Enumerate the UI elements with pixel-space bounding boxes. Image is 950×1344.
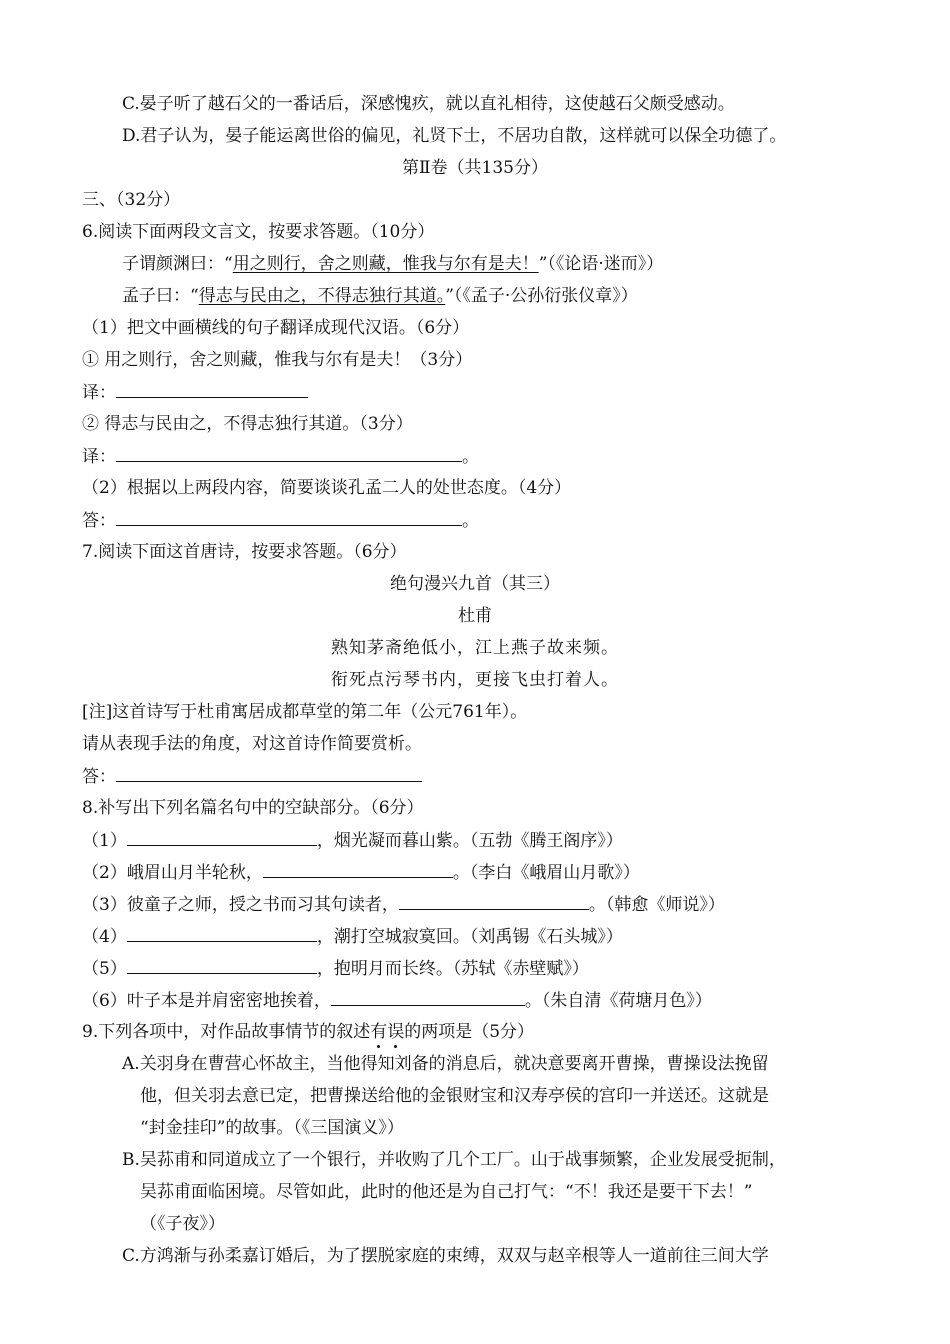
translation-label: 译： <box>82 383 116 403</box>
q9-stem <box>82 1021 534 1043</box>
translation-2-blank[interactable] <box>116 445 462 462</box>
q7-ask: 请从表现手法的角度，对这首诗作简要赏析。 <box>82 734 422 754</box>
item-number: （5） <box>82 959 127 979</box>
q8-stem: 8.补写出下列名篇名句中的空缺部分。（6分） <box>82 798 424 818</box>
q6-passage-1-source: ”（《论语·迷而》） <box>538 254 664 274</box>
q6-stem: 6.阅读下面两段文言文，按要求答题。（10分） <box>82 222 435 242</box>
q8-item-1 <box>82 829 623 852</box>
q6-answer <box>82 509 479 532</box>
item-text: （2）峨眉山月半轮秋， <box>82 863 263 883</box>
q6-subquestion-2: （2）根据以上两段内容，简要谈谈孔孟二人的处世态度。（4分） <box>82 478 572 498</box>
translation-1-blank[interactable] <box>116 381 308 398</box>
q9-option-b-line-2: 吴荪甫面临困境。尽管如此，此时的他还是为自己打气：“不！我还是要干下去！” <box>140 1182 753 1202</box>
emphasis-char: 误 <box>387 1022 405 1042</box>
item-text: （6）叶子本是并肩密密地挨着， <box>82 991 331 1011</box>
q9-stem-text: 的两项是（5分） <box>404 1022 535 1042</box>
poem-line-1: 熟知茅斋绝低小，江上燕子故来频。 <box>331 638 619 658</box>
q9-option-a-line-3: “封金挂印”的故事。（《三国演义》） <box>140 1118 404 1138</box>
q6-passage-1-intro: 子谓颜渊曰：“ <box>122 254 233 274</box>
item-text: 。（韩愈《师说》） <box>588 895 725 915</box>
q9-option-a-line-1: A.关羽身在曹营心怀故主，当他得知刘备的消息后，就决意要离开曹操，曹操设法挽留 <box>122 1054 769 1074</box>
part-three-heading: 三、（32分） <box>82 190 181 210</box>
q5-option-c: C.晏子听了越石父的一番话后，深感愧疚，就以直礼相待，这使越石父颇受感动。 <box>122 94 735 114</box>
item-text: 。（朱自清《荷塘月色》） <box>524 991 712 1011</box>
q6-passage-1-underlined: 用之则行，舍之则藏，惟我与尔有是夫！ <box>232 254 539 274</box>
period: 。 <box>462 511 479 531</box>
q6-passage-2 <box>122 285 638 307</box>
q8-blank-1[interactable] <box>127 829 317 846</box>
q7-stem: 7.阅读下面这首唐诗，按要求答题。（6分） <box>82 542 407 562</box>
q6-passage-2-source: ”（《孟子·公孙衍张仪章》） <box>445 286 638 306</box>
q8-blank-6[interactable] <box>331 989 525 1006</box>
section-title: 第Ⅱ卷（共135分） <box>401 158 548 178</box>
q6-sentence-1: ① 用之则行，舍之则藏，惟我与尔有是夫！（3分） <box>82 350 473 370</box>
q9-stem-text: 9.下列各项中，对作品故事情节的叙述 <box>82 1022 371 1042</box>
q8-item-2 <box>82 861 640 884</box>
q9-option-b-line-1: B.吴荪甫和同道成立了一个银行，并收购了几个工厂。山于战事频繁，企业发展受扼制， <box>122 1150 786 1170</box>
q9-option-c-line-1: C.方鸿渐与孙柔嘉订婚后，为了摆脱家庭的束缚，双双与赵辛根等人一道前往三间大学 <box>122 1246 769 1266</box>
answer-label: 答： <box>82 767 116 787</box>
q6-passage-2-intro: 孟子曰：“ <box>122 286 199 306</box>
item-text: 。（李白《峨眉山月歌》） <box>452 863 640 883</box>
q8-item-4 <box>82 925 623 948</box>
q8-item-5 <box>82 957 589 980</box>
q8-blank-5[interactable] <box>127 957 317 974</box>
item-text: ，烟光凝而暮山紫。（五勃《腾王阁序》） <box>316 831 623 851</box>
q5-option-d: D.君子认为，晏子能运离世俗的偏见，礼贤下士，不居功自散，这样就可以保全功德了。 <box>122 126 787 146</box>
poem-line-2: 衔死点污琴书内，更接飞虫打着人。 <box>331 670 619 690</box>
q8-blank-3[interactable] <box>399 893 589 910</box>
q7-answer-blank[interactable] <box>116 765 422 782</box>
poem-note: [注]这首诗写于杜甫寓居成都草堂的第二年（公元761年）。 <box>82 702 528 722</box>
q6-passage-2-underlined: 得志与民由之，不得志独行其道。 <box>198 286 446 306</box>
poem-title: 绝句漫兴九首（其三） <box>390 574 560 594</box>
q8-item-6 <box>82 989 712 1012</box>
poem-author: 杜甫 <box>458 606 492 626</box>
q8-blank-2[interactable] <box>263 861 453 878</box>
item-text: ，潮打空城寂寞回。（刘禹锡《石头城》） <box>316 927 623 947</box>
q7-answer <box>82 765 422 788</box>
item-text: （3）彼童子之师，授之书而习其句读者， <box>82 895 399 915</box>
emphasis-char: 有 <box>370 1022 388 1042</box>
q6-translation-2 <box>82 445 479 468</box>
translation-label: 译： <box>82 447 116 467</box>
item-number: （4） <box>82 927 127 947</box>
q8-blank-4[interactable] <box>127 925 317 942</box>
q9-option-a-line-2: 他，但关羽去意已定，把曹操送给他的金银财宝和汉寿亭侯的宫印一并送还。这就是 <box>140 1086 769 1106</box>
q6-passage-1 <box>122 253 663 275</box>
item-number: （1） <box>82 831 127 851</box>
answer-label: 答： <box>82 511 116 531</box>
q6-sentence-2: ② 得志与民由之，不得志独行其道。（3分） <box>82 414 413 434</box>
q8-item-3 <box>82 893 725 916</box>
item-text: ，抱明月而长终。（苏轼《赤壁赋》） <box>316 959 589 979</box>
q9-option-b-line-3: （《子夜》） <box>140 1214 225 1234</box>
q6-subquestion-1: （1）把文中画横线的句子翻译成现代汉语。（6分） <box>82 318 470 338</box>
q6-answer-blank[interactable] <box>116 509 462 526</box>
period: 。 <box>462 447 479 467</box>
q6-translation-1 <box>82 381 308 404</box>
